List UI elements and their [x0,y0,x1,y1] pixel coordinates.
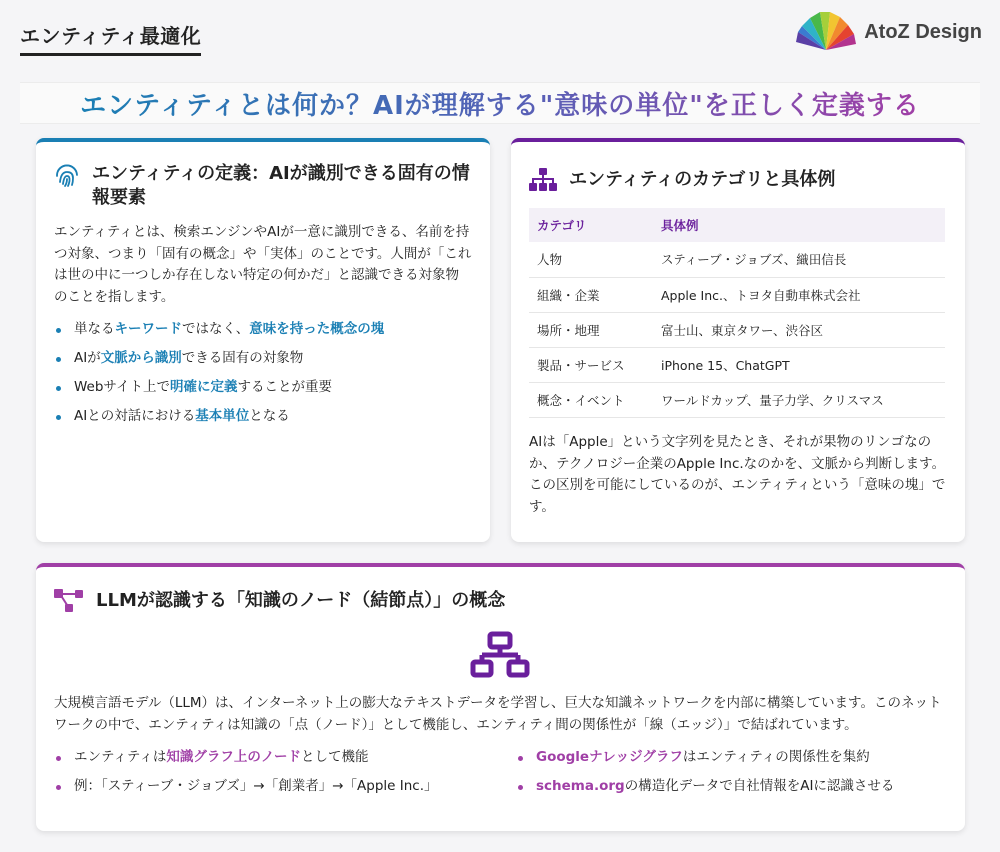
list-item: Googleナレッジグラフはエンティティの関係性を集約 [516,747,936,776]
categories-note: AIは「Apple」という文字列を見たとき、それが果物のリンゴなのか、テクノロジー企業のApple Inc.なのかを、文脈から判断します。この区別を可能にしているのが、エンティティという「意味の塊」です。 [529,434,946,515]
table-cell: ワールドカップ、量子力学、クリスマス [653,382,945,417]
page-title: エンティティとは何か？AIが理解する"意味の単位"を正しく定義する [80,85,920,122]
table-cell: 製品・サービス [529,347,653,382]
definition-body: エンティティとは、検索エンジンやAIが一意に識別できる、名前を持つ対象、つまり「固有の概念」や「実体」のことです。人間が「これは世の中に一つしか存在しない特定の何かだ」と認識できる対象物のことを指します。 [54,224,472,305]
brand-logo [796,10,856,54]
network-icon [470,631,530,683]
table-cell: 富士山、東京タワー、渋谷区 [653,312,945,347]
table-row [529,347,945,382]
column-header: 具体例 [653,208,945,242]
knowledge-bullets-right [516,747,936,805]
table-header-row [529,208,945,242]
table-row [529,382,945,417]
definition-title: エンティティの定義：AIが識別できる固有の情報要素 [92,163,470,209]
definition-bullets [54,319,474,435]
fingerprint-icon [54,162,80,188]
knowledge-card [36,563,965,831]
table-cell: Apple Inc.、トヨタ自動車株式会社 [653,277,945,312]
nodes-icon [54,589,84,613]
table-cell: スティーブ・ジョブズ、織田信長 [653,242,945,277]
list-item: schema.orgの構造化データで自社情報をAIに認識させる [516,776,936,805]
definition-header [54,162,474,211]
column-header: カテゴリ [529,208,653,242]
list-item: AIとの対話における基本単位となる [54,406,474,435]
definition-card [36,138,490,542]
categories-card [511,138,965,542]
categories-title: エンティティのカテゴリと具体例 [569,169,836,190]
table-cell: iPhone 15、ChatGPT [653,347,945,382]
brand-name: AtoZ Design [864,20,982,43]
table-row [529,277,945,312]
title-band [20,82,980,124]
section-label: エンティティ最適化 [20,20,201,56]
knowledge-header [54,589,934,613]
knowledge-bullets-left [54,747,494,805]
table-row [529,312,945,347]
knowledge-body: 大規模言語モデル（LLM）は、インターネット上の膨大なテキストデータを学習し、巨大な知識ネットワークを内部に構築しています。このネットワークの中で、エンティティは知識の「点（ノード）」として機能し、エンティティ間の関係性が「線（エッジ）」で結ばれています。 [54,695,942,733]
categories-header [529,168,949,192]
list-item: Webサイト上で明確に定義することが重要 [54,377,474,406]
table-cell: 概念・イベント [529,382,653,417]
table-cell: 場所・地理 [529,312,653,347]
list-item: 例：「スティーブ・ジョブズ」→「創業者」→「Apple Inc.」 [54,776,494,805]
brand [796,10,982,54]
table-cell: 組織・企業 [529,277,653,312]
knowledge-title: LLMが認識する「知識のノード（結節点）」の概念 [96,590,506,611]
category-table [529,208,945,418]
table-cell: 人物 [529,242,653,277]
list-item: 単なるキーワードではなく、意味を持った概念の塊 [54,319,474,348]
list-item: AIが文脈から識別できる固有の対象物 [54,348,474,377]
sitemap-icon [529,168,557,192]
list-item: エンティティは知識グラフ上のノードとして機能 [54,747,494,776]
table-row [529,242,945,277]
